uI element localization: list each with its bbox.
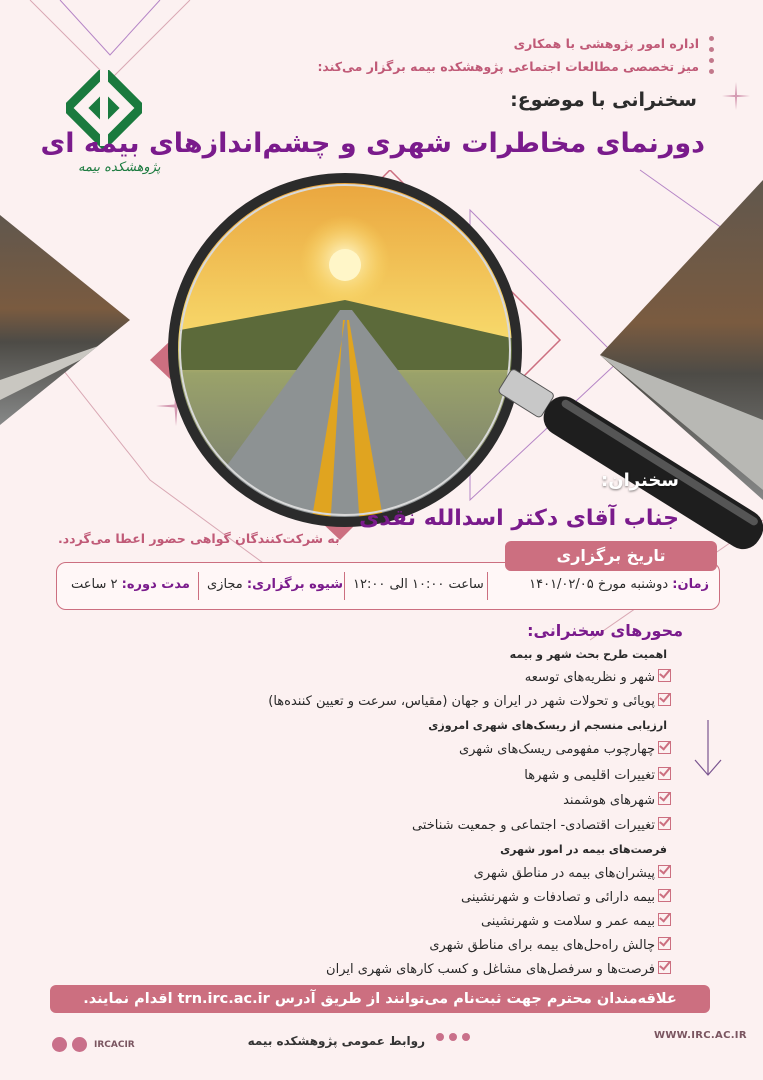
topic-item: شهرهای هوشمند	[563, 792, 671, 808]
topic-item: فرصت‌ها و سرفصل‌های مشاغل و کسب کارهای شهری ایران	[326, 961, 671, 977]
topic-item: بیمه عمر و سلامت و شهرنشینی	[481, 913, 671, 929]
check-icon	[658, 767, 671, 780]
hero-illustration	[0, 170, 763, 560]
sparkle-icon	[722, 82, 750, 110]
check-icon	[658, 693, 671, 706]
check-icon	[658, 937, 671, 950]
date-label: زمان:	[672, 577, 709, 592]
certificate-note: به شرکت‌کنندگان گواهی حضور اعطا می‌گردد.	[58, 531, 340, 546]
check-icon	[658, 961, 671, 974]
topic-item: بیمه دارائی و تصادفات و شهرنشینی	[461, 889, 671, 905]
check-icon	[658, 741, 671, 754]
section-heading: ارزیابی منسجم از ریسک‌های شهری امروزی	[428, 719, 667, 732]
divider	[344, 572, 345, 600]
check-icon	[658, 669, 671, 682]
public-relations-label: روابط عمومی پژوهشکده بیمه	[247, 1034, 425, 1048]
date-info	[529, 577, 709, 592]
duration-info	[71, 577, 190, 592]
date-value: دوشنبه مورخ ۱۴۰۱/۰۲/۰۵	[529, 577, 669, 592]
topics-title: محورهای سخنرانی:	[527, 621, 683, 640]
method-label: شیوه برگزاری:	[246, 577, 344, 592]
speaker-label: سخنران:	[601, 470, 679, 491]
topic-item: تغییرات اقلیمی و شهرها	[524, 767, 671, 783]
logo-caption: پژوهشکده بیمه	[78, 160, 161, 175]
divider	[487, 572, 488, 600]
telegram-icon[interactable]	[72, 1037, 87, 1052]
topic-item: چهارچوب مفهومی ریسک‌های شهری	[459, 741, 671, 757]
duration-label: مدت دوره:	[121, 577, 190, 592]
section-heading: اهمیت طرح بحث شهر و بیمه	[509, 648, 667, 661]
speaker-name: جناب آقای دکتر اسدالله نقدی	[359, 506, 679, 531]
date-tab: تاریخ برگزاری	[505, 541, 717, 571]
check-icon	[658, 792, 671, 805]
topic-item: پیشران‌های بیمه در مناطق شهری	[474, 865, 671, 881]
footer-dots	[436, 1026, 475, 1045]
lecture-subtitle: سخنرانی با موضوع:	[510, 89, 697, 111]
check-icon	[658, 817, 671, 830]
topic-item: پویائی و تحولات شهر در ایران و جهان (مقیاس، سرعت و تعیین کننده‌ها)	[268, 693, 671, 709]
instagram-icon[interactable]	[52, 1037, 67, 1052]
method-value: مجازی	[207, 577, 243, 592]
topic-item: شهر و نظریه‌های توسعه	[525, 669, 671, 685]
social-handle: IRCACIR	[94, 1040, 135, 1050]
time-value: ساعت ۱۰:۰۰ الی ۱۲:۰۰	[353, 577, 484, 592]
header-bullets	[709, 36, 715, 80]
section-heading: فرصت‌های بیمه در امور شهری	[500, 843, 667, 856]
method-info	[207, 577, 343, 592]
check-icon	[658, 913, 671, 926]
website-link[interactable]: WWW.IRC.AC.IR	[654, 1030, 747, 1041]
check-icon	[658, 865, 671, 878]
topic-item: چالش راه‌حل‌های بیمه برای مناطق شهری	[429, 937, 671, 953]
check-icon	[658, 889, 671, 902]
topic-item: تغییرات اقتصادی- اجتماعی و جمعیت شناختی	[412, 817, 671, 833]
lecture-title: دورنمای مخاطرات شهری و چشم‌اندازهای بیمه ای	[40, 128, 705, 159]
organizer-line-2: میز تخصصی مطالعات اجتماعی پژوهشکده بیمه برگزار می‌کند:	[317, 59, 699, 74]
registration-banner[interactable]: علاقه‌مندان محترم جهت ثبت‌نام می‌توانند از طریق آدرس trn.irc.ac.ir اقدام نمایند.	[50, 985, 710, 1013]
organizer-line: اداره امور پژوهشی با همکاری	[513, 36, 699, 51]
duration-value: ۲ ساعت	[71, 577, 118, 592]
divider	[198, 572, 199, 600]
